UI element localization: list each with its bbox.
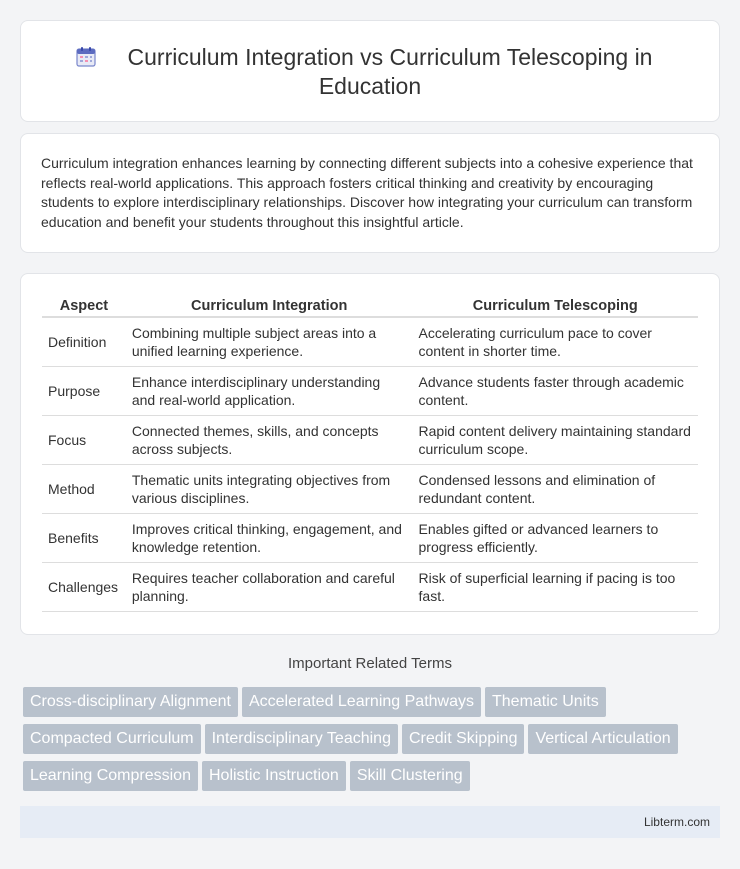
table-row <box>42 563 698 612</box>
table-row <box>42 514 698 563</box>
tag-row <box>23 761 713 791</box>
row-telescoping: Condensed lessons and elimination of redundant content. <box>413 465 698 514</box>
header-integration: Curriculum Integration <box>126 296 413 318</box>
header-telescoping: Curriculum Telescoping <box>413 296 698 318</box>
related-term-tag[interactable]: Learning Compression <box>23 761 198 791</box>
row-telescoping: Rapid content delivery maintaining standard curriculum scope. <box>413 416 698 465</box>
table-row <box>42 367 698 416</box>
related-term-tag[interactable]: Compacted Curriculum <box>23 724 201 754</box>
related-term-tag[interactable]: Cross-disciplinary Alignment <box>23 687 238 717</box>
related-term-tag[interactable]: Interdisciplinary Teaching <box>205 724 398 754</box>
intro-paragraph: Curriculum integration enhances learning by connecting different subjects into a cohesive experience that reflects real-world applications. This approach fosters critical thinking and creativity by encouraging students to explore interdisciplinary relationships. Discover how integrating your curriculum can transform education and benefit your students throughout this insightful article. <box>41 155 693 230</box>
row-aspect: Definition <box>42 318 126 367</box>
row-integration: Connected themes, skills, and concepts across subjects. <box>126 416 413 465</box>
row-aspect: Method <box>42 465 126 514</box>
row-integration: Thematic units integrating objectives from various disciplines. <box>126 465 413 514</box>
table-row <box>42 465 698 514</box>
tag-row <box>23 687 713 717</box>
intro-card <box>20 133 720 253</box>
row-aspect: Challenges <box>42 563 126 612</box>
tag-row <box>23 724 713 754</box>
table-row <box>42 416 698 465</box>
footer-site-link[interactable]: Libterm.com <box>643 815 710 829</box>
related-term-tag[interactable]: Vertical Articulation <box>528 724 677 754</box>
title-card <box>20 20 720 122</box>
row-aspect: Focus <box>42 416 126 465</box>
related-terms-list <box>23 687 713 798</box>
row-integration: Combining multiple subject areas into a unified learning experience. <box>126 318 413 367</box>
header-aspect: Aspect <box>42 296 126 318</box>
row-telescoping: Accelerating curriculum pace to cover content in shorter time. <box>413 318 698 367</box>
row-telescoping: Advance students faster through academic content. <box>413 367 698 416</box>
row-integration: Improves critical thinking, engagement, and knowledge retention. <box>126 514 413 563</box>
comparison-table-card <box>20 273 720 635</box>
row-aspect: Purpose <box>42 367 126 416</box>
row-integration: Requires teacher collaboration and careful planning. <box>126 563 413 612</box>
comparison-table <box>42 296 698 612</box>
related-term-tag[interactable]: Accelerated Learning Pathways <box>242 687 481 717</box>
table-header-row <box>42 296 698 318</box>
related-terms-title: Important Related Terms <box>288 655 452 672</box>
related-term-tag[interactable]: Holistic Instruction <box>202 761 346 791</box>
related-term-tag[interactable]: Credit Skipping <box>402 724 525 754</box>
related-term-tag[interactable]: Thematic Units <box>485 687 606 717</box>
row-aspect: Benefits <box>42 514 126 563</box>
row-integration: Enhance interdisciplinary understanding and real-world application. <box>126 367 413 416</box>
related-term-tag[interactable]: Skill Clustering <box>350 761 470 791</box>
table-row <box>42 318 698 367</box>
row-telescoping: Enables gifted or advanced learners to progress efficiently. <box>413 514 698 563</box>
page-title: Curriculum Integration vs Curriculum Telescoping in Education <box>127 44 653 99</box>
footer <box>20 806 720 838</box>
row-telescoping: Risk of superficial learning if pacing is too fast. <box>413 563 698 612</box>
